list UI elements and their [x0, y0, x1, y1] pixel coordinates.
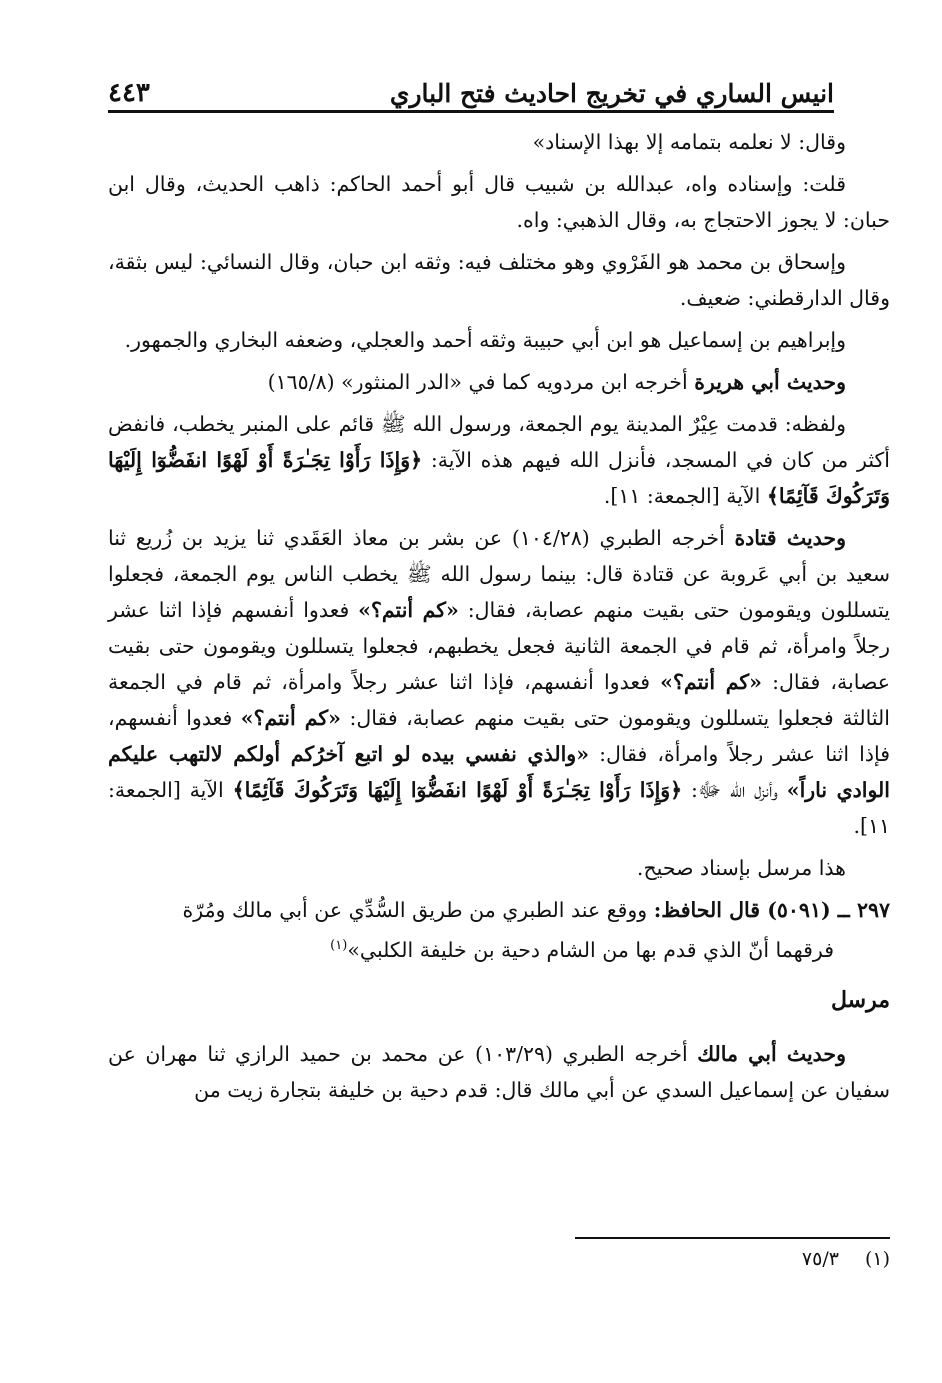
paragraph-text: فعدوا أنفسهم، فإذا اثنا عشر رجلاً وامرأة، ثم قام في الجمعة الثالثة فجعلوا يتسللون ويقومون حتى بقيت منهم عصابة، فقال: — [108, 670, 890, 730]
footnote-reference: (١) — [330, 938, 348, 953]
narration-lead: وحديث أبي هريرة — [694, 370, 846, 394]
prophetic-quote: «كم أنتم؟» — [358, 598, 459, 622]
verse-reference: الآية [الجمعة: ١١]. — [108, 778, 890, 838]
footnote-text: ٧٥/٣ — [801, 1248, 839, 1270]
page-number: ٤٤٣ — [108, 78, 150, 108]
prophetic-quote: «كم أنتم؟» — [660, 670, 762, 694]
book-title: انيس الساري في تخريج احاديث فتح الباري — [389, 79, 834, 108]
paragraph-text: قلت: وإسناده واه، عبدالله بن شبيب قال أبو أحمد الحاكم: ذاهب الحديث، وقال ابن حبان: لا يجوز الاحتجاج به، وقال الذهبي: واه. — [108, 172, 890, 232]
quran-verse: ﴿وَإِذَا رَأَوْا تِجَـٰرَةً أَوْ لَهْوًا انفَضُّوٓا إِلَيْهَا وَتَرَكُوكَ قَآئِمًا﴾ — [108, 448, 890, 508]
paragraph-abu-hurayra — [108, 364, 890, 400]
paragraph-text: وإسحاق بن محمد هو الفَرْوي وهو مختلف فيه: وثقه ابن حبان، وقال النسائي: ليس بثقة، وقال الدارقطني: ضعيف. — [108, 250, 890, 310]
paragraph-ishaq — [108, 244, 890, 316]
paragraph-quote-end — [108, 124, 890, 160]
paragraph-qatada — [108, 520, 890, 844]
page-body — [108, 124, 890, 1114]
paragraph-text: أخرجه الطبري (١٠٣/٢٩) عن محمد بن حميد الرازي ثنا مهران عن سفيان عن إسماعيل السدي عن أبي مالك قال: قدم دحية بن خليفة بتجارة زيت من — [108, 1041, 890, 1102]
footnote — [575, 1248, 890, 1270]
entry-text: فرقهما أنّ الذي قدم بها من الشام دحية بن خليفة الكلبي» — [347, 937, 834, 962]
narration-lead: وحديث أبي مالك — [697, 1041, 846, 1066]
verse-reference: الآية [الجمعة: ١١]. — [603, 484, 767, 508]
paragraph-text: أخرجه ابن مردويه كما في «الدر المنثور» (١٦٥/٨) — [267, 370, 695, 394]
section-heading: مرسل — [830, 986, 890, 1013]
entry-text: ووقع عند الطبري من طريق السُّدِّي عن أبي مالك ومُرّة — [182, 898, 654, 922]
paragraph-wording — [108, 406, 890, 514]
prophetic-quote: «والذي نفسي بيده لو اتبع آخرُكم أولكم لالتهب عليكم الوادي ناراً» — [108, 742, 890, 802]
paragraph-text: وقال: لا نعلمه بتمامه إلا بهذا الإسناد» — [532, 130, 846, 154]
paragraph-text: هذا مرسل بإسناد صحيح. — [636, 856, 846, 880]
prophetic-quote: «كم أنتم؟» — [240, 706, 341, 730]
quran-verse: ﴿وَإِذَا رَأَوْا تِجَـٰرَةً أَوْ لَهْوًا انفَضُّوٓا إِلَيْهَا وَتَرَكُوكَ قَآئِمًا﴾ — [232, 778, 683, 802]
running-header — [108, 68, 834, 108]
paragraph-text: وأنزل الله ﷻ: — [682, 778, 787, 802]
footnote-rule — [575, 1237, 890, 1239]
hadith-entry-297 — [108, 892, 890, 968]
paragraph-text: أخرجه الطبري (١٠٤/٢٨) عن بشر بن معاذ العَقَدي ثنا يزيد بن زُريع ثنا سعيد بن أبي عَروبة عن قتادة قال: بينما رسول الله ﷺ يخطب الناس يوم الجمعة، فجعلوا يتسللون ويقومون حتى بقيت منهم عصابة، فقال: — [108, 526, 891, 622]
paragraph-abu-malik — [108, 1036, 890, 1108]
paragraph-text: فعدوا أنفسهم، فإذا اثنا عشر رجلاً وامرأة، فقال: — [108, 706, 890, 766]
entry-text-continued — [108, 928, 890, 968]
paragraph-isnad-assessment — [108, 166, 890, 238]
paragraph-text: فعدوا أنفسهم فإذا اثنا عشر رجلاً وامرأة، ثم قام في الجمعة الثانية فجعل يخطبهم، فجعلوا يتسللون ويقومون حتى بقيت عصابة، فقال: — [108, 598, 890, 694]
paragraph-text: وإبراهيم بن إسماعيل هو ابن أبي حبيبة وثقه أحمد والعجلي، وضعفه البخاري والجمهور. — [124, 328, 846, 352]
header-rule — [108, 110, 834, 113]
narration-lead: وحديث قتادة — [734, 526, 846, 550]
paragraph-text: ولفظه: قدمت عِيْرٌ المدينة يوم الجمعة، ورسول الله ﷺ قائم على المنبر يخطب، فانفض أكثر من كان في المسجد، فأنزل الله فيهم هذه الآية: — [108, 412, 890, 472]
paragraph-verdict — [108, 850, 890, 886]
entry-number: ٢٩٧ ــ (٥٠٩١) قال الحافظ: — [653, 898, 890, 922]
footnote-mark: (١) — [864, 1248, 890, 1270]
paragraph-ibrahim — [108, 322, 890, 358]
